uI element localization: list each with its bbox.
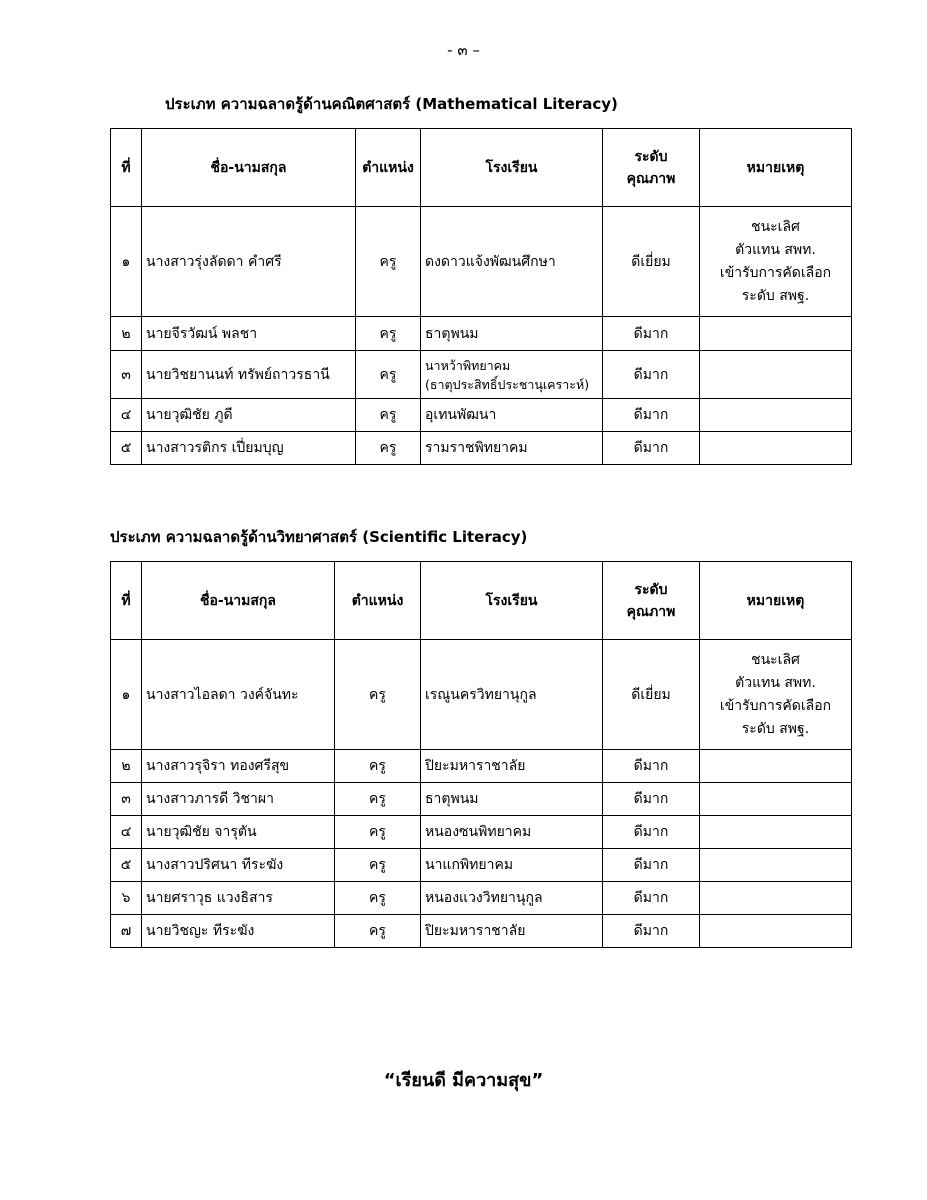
table-row [111, 640, 852, 750]
row-position: ครู [335, 640, 421, 750]
table-row [111, 399, 852, 432]
row-school: ธาตุพนม [421, 317, 603, 351]
remark-line: เข้ารับการคัดเลือก [719, 697, 832, 714]
table-header-row [111, 562, 852, 640]
row-position: ครู [335, 915, 421, 948]
row-position: ครู [356, 207, 421, 317]
row-level: ดีเยี่ยม [603, 207, 700, 317]
header-name: ชื่อ-นามสกุล [142, 129, 356, 207]
row-no: ๓ [111, 783, 142, 816]
header-level-line2: คุณภาพ [626, 603, 676, 620]
sci-results-table [110, 561, 852, 948]
row-level: ดีมาก [603, 432, 700, 465]
row-name: นายศราวุธ แวงธิสาร [142, 882, 335, 915]
row-level: ดีมาก [603, 915, 700, 948]
row-name: นางสาวภารดี วิชาผา [142, 783, 335, 816]
row-remark [700, 783, 852, 816]
table-row [111, 816, 852, 849]
row-no: ๔ [111, 816, 142, 849]
row-school: รามราชพิทยาคม [421, 432, 603, 465]
row-no: ๔ [111, 399, 142, 432]
table-row [111, 849, 852, 882]
row-no: ๓ [111, 351, 142, 399]
remark-line: ชนะเลิศ [751, 218, 800, 235]
row-name: นางสาวรติกร เปี่ยมบุญ [142, 432, 356, 465]
row-level: ดีมาก [603, 783, 700, 816]
remark-line: ตัวแทน สพท. [735, 674, 816, 691]
header-level-line1: ระดับ [634, 581, 668, 598]
row-school: ธาตุพนม [421, 783, 603, 816]
header-level [603, 129, 700, 207]
row-no: ๗ [111, 915, 142, 948]
remark-line: เข้ารับการคัดเลือก [719, 264, 832, 281]
row-school: เรณูนครวิทยานุกูล [421, 640, 603, 750]
row-level: ดีมาก [603, 351, 700, 399]
school-line: นาหว้าพิทยาคม [425, 357, 511, 373]
row-remark [700, 399, 852, 432]
row-remark [700, 207, 852, 317]
row-name: นางสาวปริศนา ทีระฆัง [142, 849, 335, 882]
motto: “เรียนดี มีความสุข” [383, 1070, 544, 1091]
school-line: (ธาตุประสิทธิ์ประชานุเคราะห์) [425, 376, 590, 392]
row-position: ครู [356, 399, 421, 432]
table-row [111, 351, 852, 399]
row-school: ดงดาวแจ้งพัฒนศึกษา [421, 207, 603, 317]
header-school: โรงเรียน [421, 129, 603, 207]
header-remark: หมายเหตุ [700, 562, 852, 640]
header-level-line1: ระดับ [634, 148, 668, 165]
row-remark [700, 351, 852, 399]
row-position: ครู [335, 816, 421, 849]
row-school: ปิยะมหาราชาลัย [421, 750, 603, 783]
row-level: ดีมาก [603, 317, 700, 351]
row-remark [700, 432, 852, 465]
row-remark [700, 882, 852, 915]
remark-line: ระดับ สพฐ. [741, 720, 810, 737]
header-level [603, 562, 700, 640]
math-results-table [110, 128, 852, 465]
table-row [111, 915, 852, 948]
row-name: นายวุฒิชัย จารุตัน [142, 816, 335, 849]
row-school: หนองแวงวิทยานุกูล [421, 882, 603, 915]
row-level: ดีมาก [603, 816, 700, 849]
row-school: นาแกพิทยาคม [421, 849, 603, 882]
row-name: นางสาวรุ่งลัดดา คำศรี [142, 207, 356, 317]
row-position: ครู [335, 882, 421, 915]
table-row [111, 207, 852, 317]
row-school: หนองซนพิทยาคม [421, 816, 603, 849]
header-no: ที่ [111, 129, 142, 207]
remark-line: ระดับ สพฐ. [741, 287, 810, 304]
header-position: ตำแหน่ง [356, 129, 421, 207]
row-no: ๒ [111, 317, 142, 351]
header-name: ชื่อ-นามสกุล [142, 562, 335, 640]
header-level-line2: คุณภาพ [626, 170, 676, 187]
table-row [111, 882, 852, 915]
row-position: ครู [335, 750, 421, 783]
row-level: ดีมาก [603, 849, 700, 882]
row-position: ครู [356, 317, 421, 351]
row-level: ดีเยี่ยม [603, 640, 700, 750]
row-position: ครู [356, 351, 421, 399]
row-name: นายวิชยานนท์ ทรัพย์ถาวรธานี [142, 351, 356, 399]
table-row [111, 432, 852, 465]
row-level: ดีมาก [603, 882, 700, 915]
row-remark [700, 640, 852, 750]
row-remark [700, 317, 852, 351]
row-name: นางสาวรุจิรา ทองศรีสุข [142, 750, 335, 783]
row-level: ดีมาก [603, 399, 700, 432]
header-remark: หมายเหตุ [700, 129, 852, 207]
row-no: ๒ [111, 750, 142, 783]
row-position: ครู [356, 432, 421, 465]
row-name: นายจีรวัฒน์ พลชา [142, 317, 356, 351]
math-section-heading: ประเภท ความฉลาดรู้ด้านคณิตศาสตร์ (Mathematical Literacy) [165, 95, 618, 113]
table-row [111, 783, 852, 816]
row-name: นายวิชญะ ทีระฆัง [142, 915, 335, 948]
row-remark [700, 750, 852, 783]
row-position: ครู [335, 849, 421, 882]
remark-line: ชนะเลิศ [751, 651, 800, 668]
row-remark [700, 816, 852, 849]
row-school [421, 351, 603, 399]
row-school: อุเทนพัฒนา [421, 399, 603, 432]
table-header-row [111, 129, 852, 207]
row-no: ๕ [111, 432, 142, 465]
row-no: ๕ [111, 849, 142, 882]
remark-line: ตัวแทน สพท. [735, 241, 816, 258]
row-remark [700, 915, 852, 948]
row-name: นางสาวไอลดา วงค์จันทะ [142, 640, 335, 750]
table-row [111, 317, 852, 351]
header-position: ตำแหน่ง [335, 562, 421, 640]
row-no: ๑ [111, 640, 142, 750]
header-school: โรงเรียน [421, 562, 603, 640]
row-position: ครู [335, 783, 421, 816]
row-no: ๖ [111, 882, 142, 915]
row-school: ปิยะมหาราชาลัย [421, 915, 603, 948]
row-level: ดีมาก [603, 750, 700, 783]
row-name: นายวุฒิชัย ภูดี [142, 399, 356, 432]
page-number: - ๓ – [447, 41, 480, 59]
row-remark [700, 849, 852, 882]
table-row [111, 750, 852, 783]
header-no: ที่ [111, 562, 142, 640]
row-no: ๑ [111, 207, 142, 317]
sci-section-heading: ประเภท ความฉลาดรู้ด้านวิทยาศาสตร์ (Scientific Literacy) [110, 528, 528, 546]
